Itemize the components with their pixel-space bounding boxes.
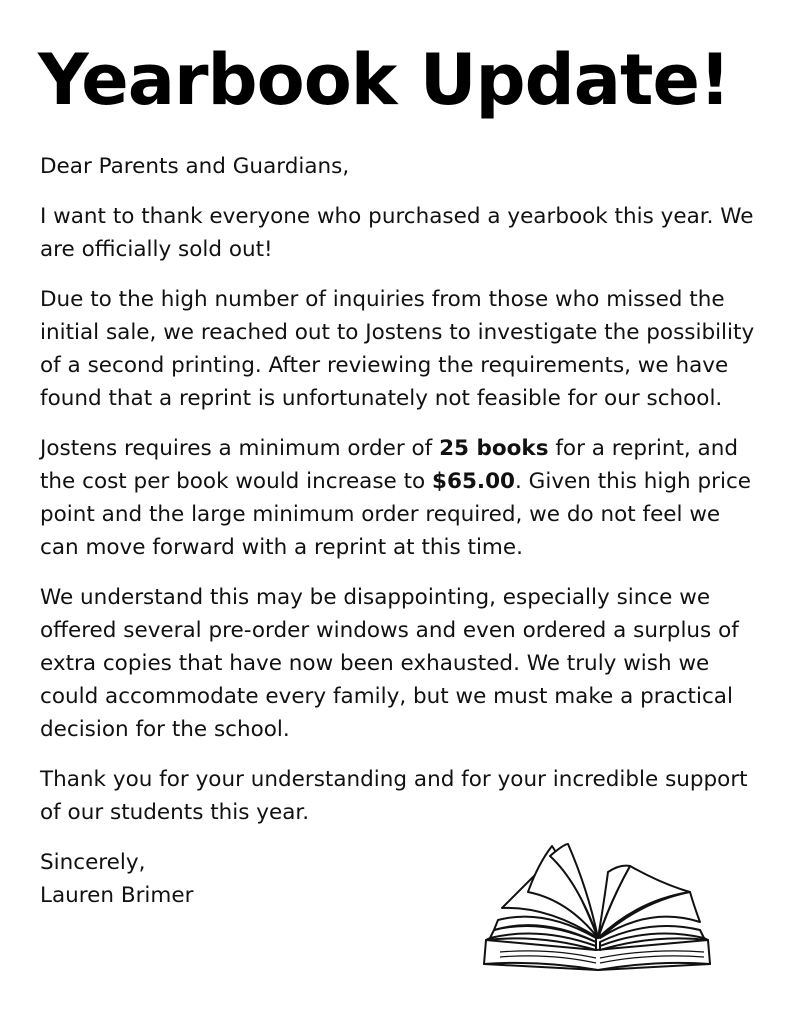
reprint-cost-text-e: . Given this high price point and the large minimum order required, we do not feel we can move forward with a reprint at this time. [40, 469, 752, 560]
cost-per-book: $65.00 [432, 469, 516, 494]
page-title: Yearbook Update! [38, 39, 730, 121]
paragraph-closing-thanks: Thank you for your understanding and for your incredible support of our students this year. [40, 767, 748, 825]
reprint-cost-text-c: for a reprint, and the cost per book would increase to [40, 436, 738, 494]
open-book-icon [480, 842, 715, 972]
paragraph-apology: We understand this may be disappointing, especially since we offered several pre-order windows and even ordered a surplus of extra copies that have now been exhausted. We truly wish we could accommodate every family, but we must make a practical decision for the school. [40, 585, 739, 742]
letter-body [40, 150, 758, 912]
signature-name: Lauren Brimer [40, 883, 194, 908]
paragraph-thanks: I want to thank everyone who purchased a yearbook this year. We are officially sold out! [40, 204, 754, 262]
paragraph-reprint-inquiry: Due to the high number of inquiries from those who missed the initial sale, we reached out to Jostens to investigate the possibility of a second printing. After reviewing the requirements, we have found that a reprint is unfortunately not feasible for our school. [40, 287, 755, 411]
closing: Sincerely, [40, 850, 146, 875]
paragraph-reprint-cost [40, 432, 758, 564]
greeting: Dear Parents and Guardians, [40, 154, 350, 179]
reprint-cost-text-a: Jostens requires a minimum order of [40, 436, 440, 461]
minimum-order-books: 25 books [439, 436, 549, 461]
